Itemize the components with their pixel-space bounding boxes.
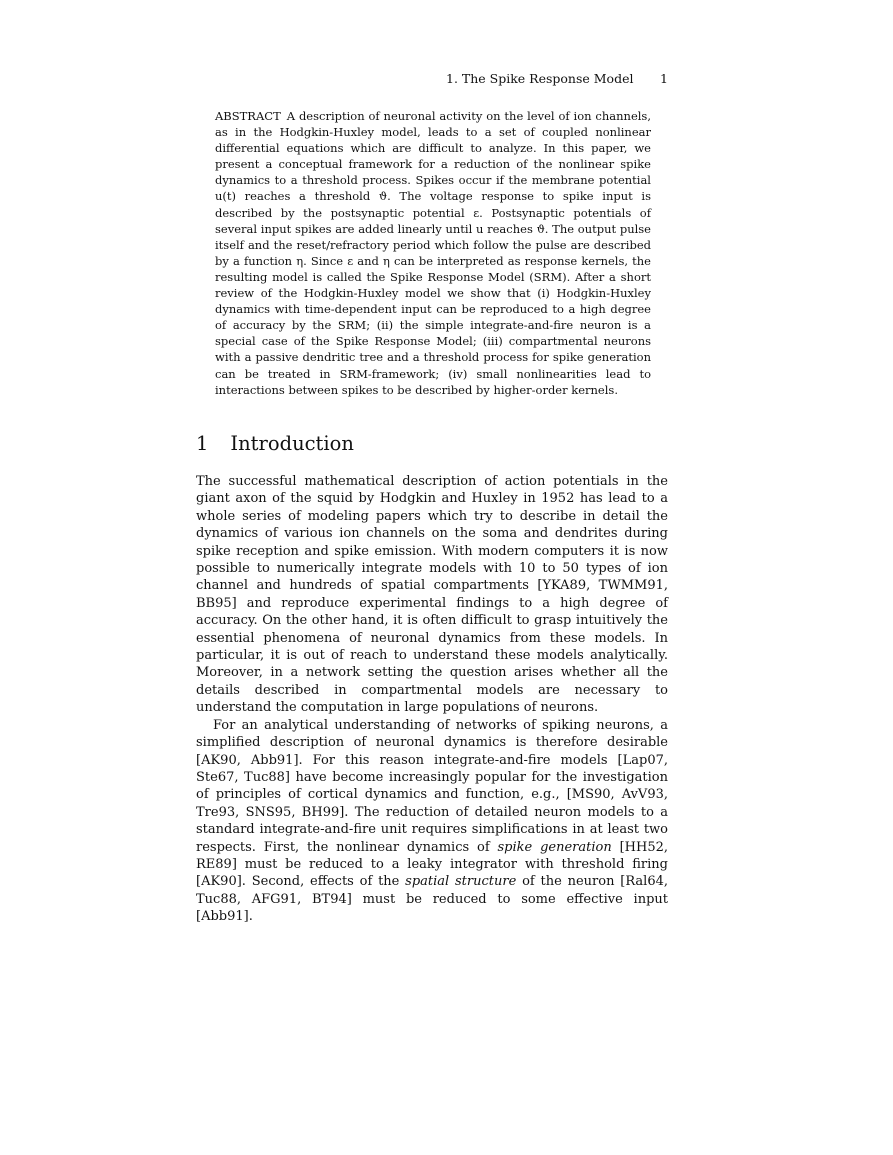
paragraph-1: The successful mathematical description of action potentials in the giant axon of the squid by Hodgkin and Huxley in 1952 has lead to a whole series of modeling papers which try to describe in detail the dynamics of various ion channels on the soma and dendrites during spike reception and spike emission. With modern computers it is now possible to numerically integrate models with 10 to 50 types of ion channel and hundreds of spatial compartments [YKA89, TWMM91, BB95] and reproduce experimental findings to a high degree of accuracy. On the other hand, it is often difficult to grasp intuitively the essential phenomena of neuronal dynamics from these models. In particular, it is out of reach to understand these models analytically. Moreover, in a network setting the question arises whether all the details described in compartmental models are necessary to understand the computation in large populations of neurons. bbox=[196, 474, 668, 716]
body-text bbox=[196, 473, 668, 926]
section-number: 1 bbox=[196, 432, 209, 455]
section-heading bbox=[196, 432, 354, 455]
section-title: Introduction bbox=[230, 432, 354, 455]
abstract-text: A description of neuronal activity on the level of ion channels, as in the Hodgkin-Huxley model, leads to a set of coupled nonlinear differential equations which are difficult to analyze. In this paper, we present a conceptual framework for a reduction of the nonlinear spike dynamics to a threshold process. Spikes occur if the membrane potential u(t) reaches a threshold ϑ. The voltage response to spike input is described by the postsynaptic potential ε. Postsynaptic potentials of several input spikes are added linearly until u reaches ϑ. The output pulse itself and the reset/refractory period which follow the pulse are described by a function η. Since ε and η can be interpreted as response kernels, the resulting model is called the Spike Response Model (SRM). After a short review of the Hodgkin-Huxley model we show that (i) Hodgkin-Huxley dynamics with time-dependent input can be reproduced to a high degree of accuracy by the SRM; (ii) the simple integrate-and-fire neuron is a special case of the Spike Response Model; (iii) compartmental neurons with a passive dendritic tree and a threshold process for spike generation can be treated in SRM-framework; (iv) small nonlinearities lead to interactions between spikes to be described by higher-order kernels. bbox=[215, 109, 651, 397]
paragraph-2-part-c: of the neuron [Ral64, Tuc88, AFG91, BT94] must be reduced to some effective input [Abb91]. bbox=[196, 874, 668, 925]
abstract bbox=[215, 108, 651, 398]
abstract-label: ABSTRACT bbox=[215, 109, 281, 123]
paragraph-2-part-a: For an analytical understanding of networks of spiking neurons, a simplified description of neuronal dynamics is therefore desirable [AK90, Abb91]. For this reason integrate-and-fire models [Lap07, Ste67, Tuc88] have become increasingly popular for the investigation of principles of cortical dynamics and function, e.g., [MS90, AvV93, Tre93, SNS95, BH99]. The reduction of detailed neuron models to a standard integrate-and-fire unit requires simplifications in at least two respects. First, the nonlinear dynamics of bbox=[196, 717, 668, 855]
paragraph-2 bbox=[196, 717, 668, 926]
paragraph-2-part-b: [HH52, RE89] must be reduced to a leaky integrator with threshold firing [AK90]. Second, effects of the bbox=[196, 839, 668, 890]
emphasis-spike-generation: spike generation bbox=[497, 839, 612, 855]
running-header-section: 1. The Spike Response Model bbox=[446, 71, 634, 86]
page-number: 1 bbox=[660, 71, 668, 86]
running-header bbox=[446, 71, 668, 89]
emphasis-spatial-structure: spatial structure bbox=[405, 874, 517, 890]
